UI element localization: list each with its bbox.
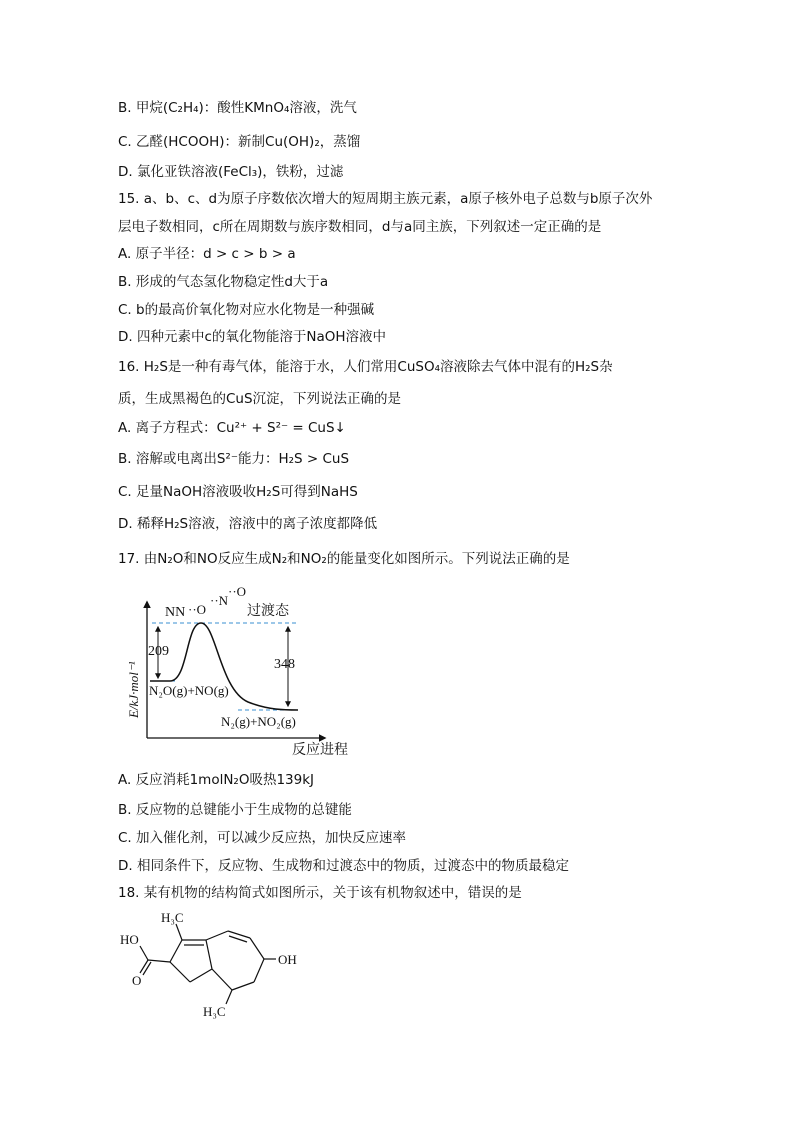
transition-structure-nn: NN (165, 605, 186, 620)
reactants-label: N₂O(g)+NO(g) (149, 683, 229, 698)
q14-option-b: B. 甲烷(C₂H₄)：酸性KMnO₄溶液，洗气 (118, 100, 357, 116)
y-axis-label: E/kJ·mol⁻¹ (126, 661, 141, 718)
transition-structure-o1: ··O (188, 602, 207, 617)
q16-stem-line1: 16. H₂S是一种有毒气体，能溶于水，人们常用CuSO₄溶液除去气体中混有的H₂S杂 (118, 359, 613, 375)
x-axis-label: 反应进程 (292, 743, 348, 758)
q16-option-a: A. 离子方程式：Cu²⁺ + S²⁻ = CuS↓ (118, 420, 346, 436)
carbonyl-o-label: O (132, 973, 142, 988)
q15-option-d: D. 四种元素中c的氧化物能溶于NaOH溶液中 (118, 329, 387, 345)
q16-option-c: C. 足量NaOH溶液吸收H₂S可得到NaHS (118, 484, 358, 500)
hydroxyl-label: OH (278, 952, 297, 967)
q17-stem: 17. 由N₂O和NO反应生成N₂和NO₂的能量变化如图所示。下列说法正确的是 (118, 551, 570, 567)
q15-stem-line1: 15. a、b、c、d为原子序数依次增大的短周期主族元素，a原子核外电子总数与b原子次外 (118, 191, 653, 207)
acid-oh-label: HO (120, 932, 139, 947)
q15-option-a: A. 原子半径：d > c > b > a (118, 246, 296, 262)
products-label: N₂(g)+NO₂(g) (221, 714, 296, 729)
q16-option-d: D. 稀释H₂S溶液，溶液中的离子浓度都降低 (118, 516, 378, 532)
energy-curve (150, 623, 298, 710)
transition-structure-o2: ··O (228, 584, 247, 599)
activation-energy-value: 209 (148, 644, 169, 659)
q17-option-b: B. 反应物的总键能小于生成物的总键能 (118, 802, 352, 818)
q15-option-b: B. 形成的气态氢化物稳定性d大于a (118, 274, 329, 290)
transition-structure-n: ··N (210, 593, 229, 608)
q14-option-c: C. 乙醛(HCOOH)：新制Cu(OH)₂，蒸馏 (118, 134, 361, 150)
methyl-top-label: H₃C (161, 910, 184, 925)
q14-option-d: D. 氯化亚铁溶液(FeCl₃)，铁粉，过滤 (118, 164, 344, 180)
transition-state-label: 过渡态 (247, 604, 289, 619)
q15-stem-line2: 层电子数相同，c所在周期数与族序数相同，d与a同主族，下列叙述一定正确的是 (118, 219, 602, 235)
q17-option-d: D. 相同条件下，反应物、生成物和过渡态中的物质，过渡态中的物质最稳定 (118, 858, 569, 874)
q17-option-c: C. 加入催化剂，可以减少反应热，加快反应速率 (118, 830, 407, 846)
methyl-bottom-label: H₃C (203, 1004, 226, 1019)
q15-option-c: C. b的最高价氧化物对应水化物是一种强碱 (118, 302, 375, 318)
q17-option-a: A. 反应消耗1molN₂O吸热139kJ (118, 772, 315, 788)
q18-stem: 18. 某有机物的结构简式如图所示，关于该有机物叙述中，错误的是 (118, 885, 522, 901)
reverse-energy-value: 348 (274, 657, 295, 672)
q16-stem-line2: 质，生成黑褐色的CuS沉淀，下列说法正确的是 (118, 391, 402, 407)
q16-option-b: B. 溶解或电离出S²⁻能力：H₂S > CuS (118, 451, 350, 467)
